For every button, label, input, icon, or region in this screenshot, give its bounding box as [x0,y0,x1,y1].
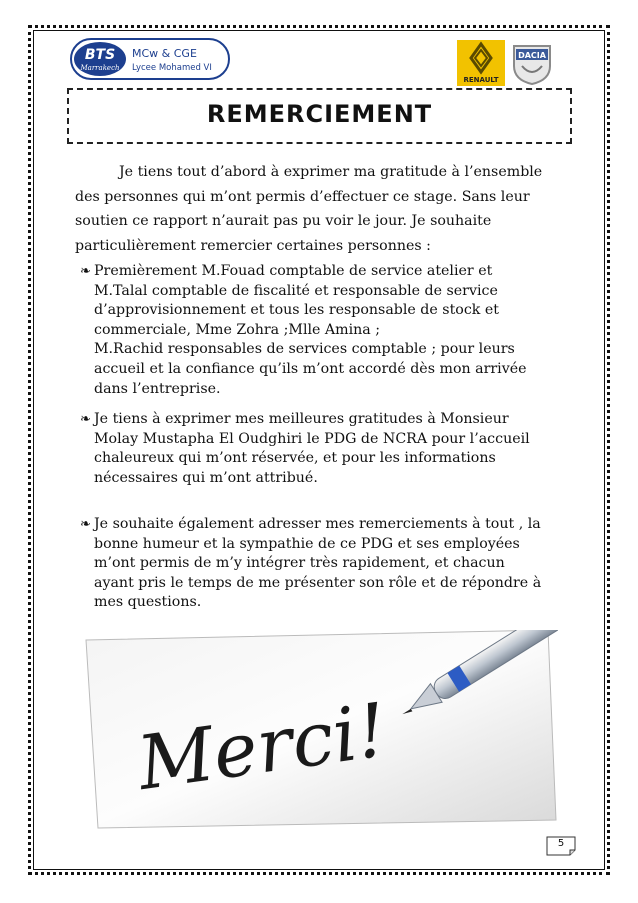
bullet-paragraph [80,262,560,399]
dacia-logo-text: DACIA [518,51,546,60]
intro-line: particulièrement remercier certaines personnes : [75,237,431,254]
bullet-line: dans l’entreprise. [94,380,221,397]
bts-logo-line1: MCw & CGE [132,47,197,60]
dacia-logo [508,40,556,86]
bullet-line: M.Rachid responsables de services comptable ; pour leurs [94,341,515,358]
bullet-line: commerciale, Mme Zohra ;Mlle Amina ; [94,321,381,338]
bullet-paragraph [80,410,560,488]
bullet-line: ayant pris le temps de me présenter son rôle et de répondre à [94,574,542,591]
bullet-line: M.Talal comptable de fiscalité et responsable de service [94,282,498,299]
fleuron-bullet-icon: ❧ [80,264,91,279]
bullet-line: bonne humeur et la sympathie de ce PDG et ses employées [94,535,520,552]
fleuron-bullet-icon: ❧ [80,412,91,427]
renault-logo-text: RENAULT [463,76,499,84]
intro-paragraph [75,160,570,258]
bullet-line: chaleureux qui m’ont réservée, et pour les informations [94,450,496,467]
page-number: 5 [557,838,565,849]
bullet-paragraph [80,515,560,613]
bullet-line: nécessaires qui m’ont attribué. [94,469,318,486]
renault-logo [457,40,505,86]
bullet-line: m’ont permis de m’y intégrer très rapidement, et chacun [94,555,505,572]
title-box [67,88,572,144]
bts-logo-brand: BTS [84,47,116,63]
bullet-line: Premièrement M.Fouad comptable de service atelier et [94,263,493,279]
bullet-line: Je souhaite également adresser mes remerciements à tout , la [94,516,541,532]
merci-image [78,630,558,830]
intro-line: Je tiens tout d’abord à exprimer ma gratitude à l’ensemble [119,164,543,180]
bts-logo-city: Marrakech [80,64,120,72]
merci-text: Merci! [132,687,393,808]
page-title: REMERCIEMENT [206,100,433,128]
fleuron-bullet-icon: ❧ [80,517,91,532]
bts-logo [70,38,230,80]
bullet-line: Molay Mustapha El Oudghiri le PDG de NCRA pour l’accueil [94,430,530,447]
bullet-line: accueil et la confiance qu’ils m’ont accordé dès mon arrivée [94,360,527,377]
bts-logo-line2: Lycee Mohamed VI [132,63,212,73]
intro-line: soutien ce rapport n’aurait pas pu voir le jour. Je souhaite [75,213,492,229]
bullet-line: Je tiens à exprimer mes meilleures gratitudes à Monsieur [94,411,509,427]
bullet-line: d’approvisionnement et tous les responsable de stock et [94,302,499,319]
bullet-line: mes questions. [94,594,202,611]
page-number-box [546,836,576,856]
intro-line: des personnes qui m’ont permis d’effectuer ce stage. Sans leur [75,188,530,205]
